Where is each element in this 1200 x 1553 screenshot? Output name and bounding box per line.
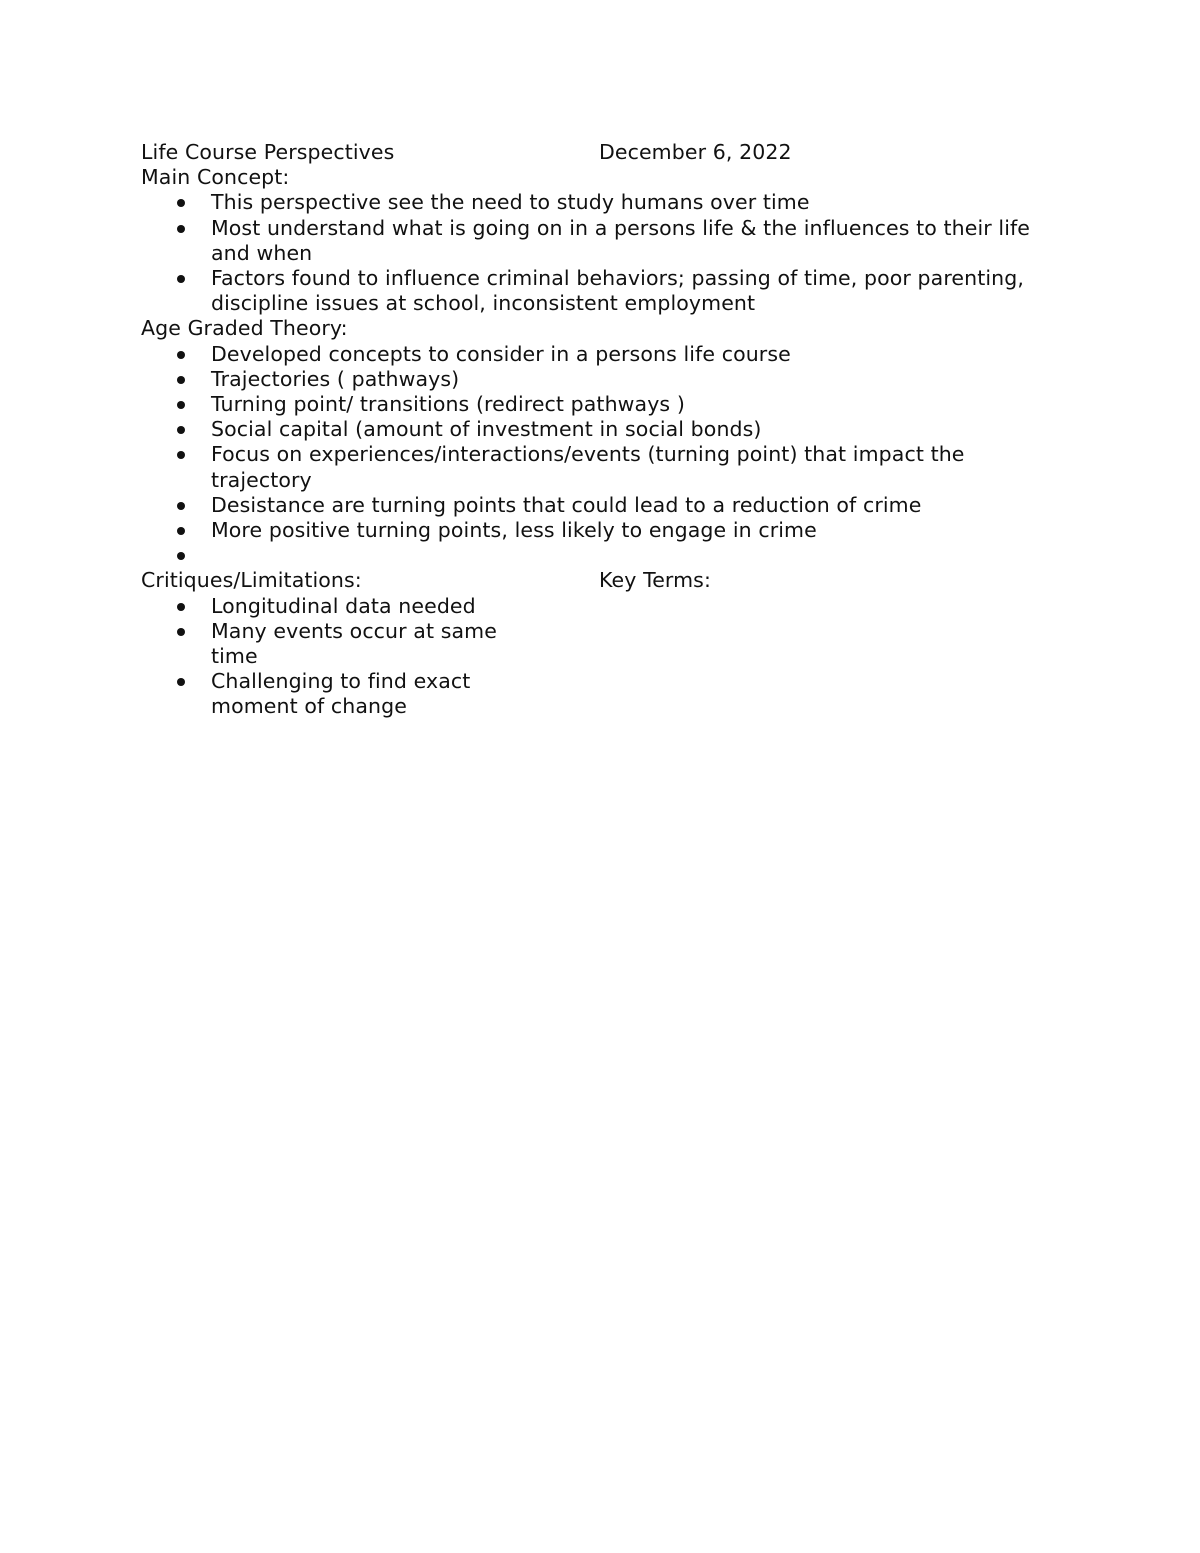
list-item: Most understand what is going on in a persons life & the influences to their life and when xyxy=(141,216,1041,266)
bullet-icon xyxy=(177,426,185,434)
bullet-icon xyxy=(177,451,185,459)
critiques-heading: Critiques/Limitations: xyxy=(141,568,362,593)
main-concept-list xyxy=(141,190,1041,316)
age-graded-list xyxy=(141,342,1041,569)
main-concept-heading: Main Concept: xyxy=(141,165,290,190)
bullet-icon xyxy=(177,552,185,560)
header-row xyxy=(141,140,1041,165)
bullet-icon xyxy=(177,502,185,510)
bullet-icon xyxy=(177,225,185,233)
bottom-section xyxy=(141,568,1041,719)
list-item: Trajectories ( pathways) xyxy=(141,367,1041,392)
bullet-icon xyxy=(177,376,185,384)
bullet-icon xyxy=(177,628,185,636)
list-item: Many events occur at same time xyxy=(141,619,599,669)
list-item: Focus on experiences/interactions/events (turning point) that impact the trajectory xyxy=(141,442,1041,492)
key-terms-heading: Key Terms: xyxy=(599,568,711,593)
list-item: Turning point/ transitions (redirect pathways ) xyxy=(141,392,1041,417)
critiques-column xyxy=(141,568,599,719)
document-title: Life Course Perspectives xyxy=(141,140,395,164)
list-item: Social capital (amount of investment in social bonds) xyxy=(141,417,1041,442)
document-body xyxy=(141,140,1041,720)
document-date: December 6, 2022 xyxy=(599,140,792,164)
bullet-icon xyxy=(177,199,185,207)
list-item: Longitudinal data needed xyxy=(141,594,599,619)
list-item: Factors found to influence criminal behaviors; passing of time, poor parenting, discipline issues at school, inconsistent employment xyxy=(141,266,1041,316)
bullet-icon xyxy=(177,275,185,283)
bullet-icon xyxy=(177,401,185,409)
list-item: Desistance are turning points that could lead to a reduction of crime xyxy=(141,493,1041,518)
list-item: More positive turning points, less likely to engage in crime xyxy=(141,518,1041,543)
list-item: Developed concepts to consider in a persons life course xyxy=(141,342,1041,367)
list-item: Challenging to find exact moment of change xyxy=(141,669,599,719)
list-item-empty xyxy=(141,543,1041,568)
bullet-icon xyxy=(177,527,185,535)
bullet-icon xyxy=(177,603,185,611)
age-graded-heading: Age Graded Theory: xyxy=(141,316,348,341)
key-terms-column xyxy=(599,568,1041,593)
bullet-icon xyxy=(177,351,185,359)
bullet-icon xyxy=(177,678,185,686)
list-item: This perspective see the need to study humans over time xyxy=(141,190,1041,215)
critiques-list xyxy=(141,594,599,720)
